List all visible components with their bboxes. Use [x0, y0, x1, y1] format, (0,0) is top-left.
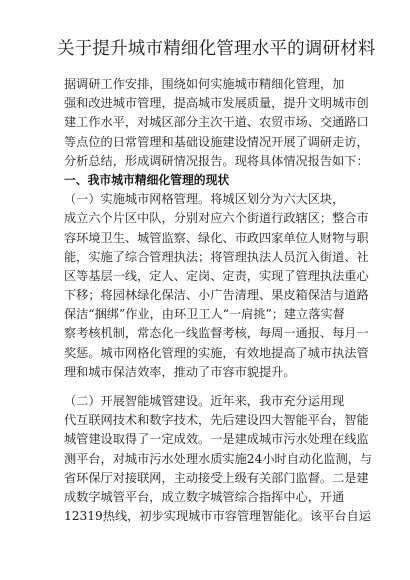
paragraph-line: 建工作水平，对城区部分主次干道、农贸市场、交通路口	[64, 115, 369, 130]
paragraph-line: 据调研工作安排，围绕如何实施城市精细化管理，加	[64, 77, 345, 91]
paragraph-line: 成数字城管平台，成立数字城管综合指挥中心，开通	[64, 489, 345, 504]
paragraph-line: 察考核机制，常态化一线监督考核，每周一通报、每月一	[64, 326, 369, 341]
paragraph-line: 奖惩。城市网格化管理的实施，有效地提高了城市执法管	[64, 345, 369, 360]
paragraph-line: （二）开展智能城管建设。近年来，我市充分运用现	[64, 394, 345, 408]
paragraph-line: 下移；将园林绿化保洁、小广告清理、果皮箱保洁与道路	[64, 288, 369, 303]
paragraph-line: 区等基层一线，定人、定岗、定责，实现了管理执法重心	[64, 268, 369, 283]
paragraph-line: 12319热线，初步实现城市市容管理智能化。该平台自运	[64, 509, 371, 524]
paragraph-line: 容环境卫生、城管监察、绿化、市政四家单位人财物与职	[64, 230, 369, 245]
paragraph-line: 成立六个片区中队，分别对应六个街道行政辖区；整合市	[64, 211, 369, 226]
paragraph-gap	[64, 382, 364, 392]
document-body	[64, 75, 373, 526]
paragraph-line: 强和改进城市管理，提高城市发展质量，提升文明城市创	[64, 96, 369, 111]
paragraph-line: 省环保厅对接联网，主动接受上级有关部门监督。二是建	[64, 470, 369, 485]
paragraph-line: 代互联网技术和数字技术，先后建设四大智能平台，智能	[64, 413, 369, 428]
paragraph-line: 保洁“捆绑”作业，由环卫工人“一肩挑”；建立落实督	[64, 307, 345, 322]
paragraph-line: 城管建设取得了一定成效。一是建成城市污水处理在线监	[64, 432, 369, 447]
paragraph-line: 等点位的日常管理和基础设施建设情况开展了调研走访，	[64, 134, 369, 149]
paragraph-line: 测平台，对城市污水处理水质实施24小时自动化监测，与	[64, 451, 373, 466]
paragraph-line: （一）实施城市网格管理。将城区划分为六大区块，	[64, 192, 345, 207]
paragraph-line: 能，实施了综合管理执法；将管理执法人员沉入街道、社	[64, 249, 369, 264]
section-heading: 一、我市城市精细化管理的现状	[64, 172, 230, 187]
paragraph-line: 分析总结，形成调研情况报告。现将具体情况报告如下：	[64, 153, 369, 168]
paragraph-line: 理和城市保洁效率，推动了市容市貌提升。	[64, 364, 296, 379]
document-title: 关于提升城市精细化管理水平的调研材料	[57, 39, 376, 59]
